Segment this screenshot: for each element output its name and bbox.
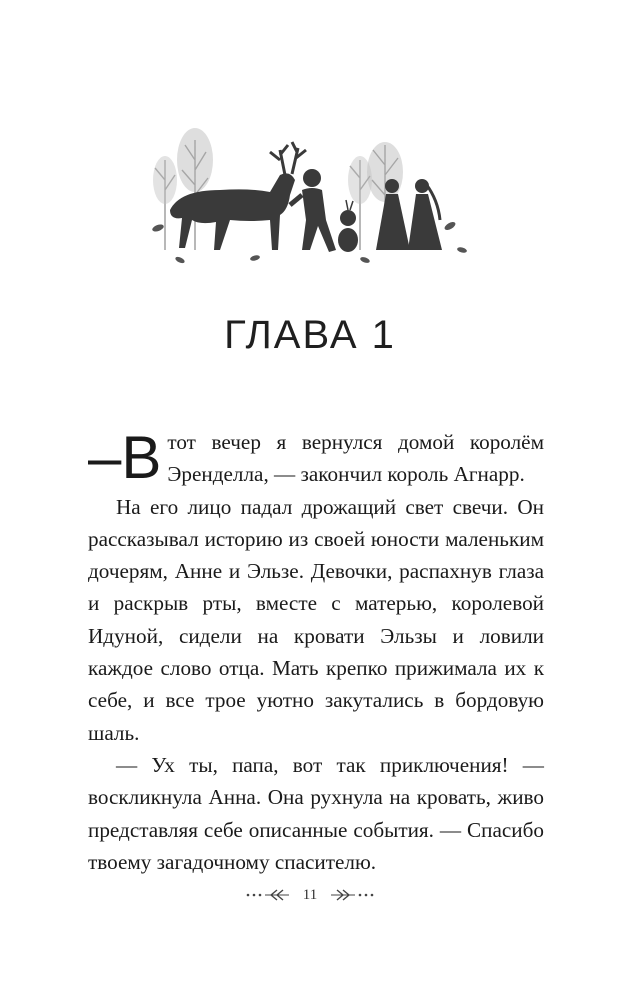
silhouette-procession-illustration [140, 100, 480, 280]
man-silhouette [290, 169, 336, 252]
leaf-ornament-icon [329, 888, 375, 902]
chapter-text [88, 426, 544, 878]
leaf-ornament-icon [245, 888, 291, 902]
paragraph-1-text: тот вечер я вернулся домой королём Эренделла, — закончил король Агнарр. [167, 430, 544, 487]
chapter-title: ГЛАВА 1 [224, 313, 396, 357]
girl-silhouette-elsa [408, 179, 442, 250]
paragraph-2: На его лицо падал дрожащий свет свечи. Он рассказывал историю из своей юности маленьким дочерям, Анне и Эльзе. Девочки, распахнув глаза и раскрыв рты, вместе с матерью, королевой Идуной, сидели на кровати Эльзы и ловили каждое слово отца. Мать крепко прижимала их к себе, и все трое уютно закутались в бордовую шаль. [88, 494, 544, 745]
paragraph-1 [88, 426, 544, 491]
drop-cap: –В [88, 424, 162, 491]
page-number: 11 [302, 886, 318, 903]
page-footer [0, 880, 620, 910]
paragraph-3: — Ух ты, папа, вот так приключения! — воскликнула Анна. Она рухнула на кровать, живо представляя себе описанные события. — Спасибо твоему загадочному спасителю. [88, 752, 544, 874]
bare-tree-left-small [153, 156, 177, 250]
snowman-silhouette [338, 200, 358, 252]
